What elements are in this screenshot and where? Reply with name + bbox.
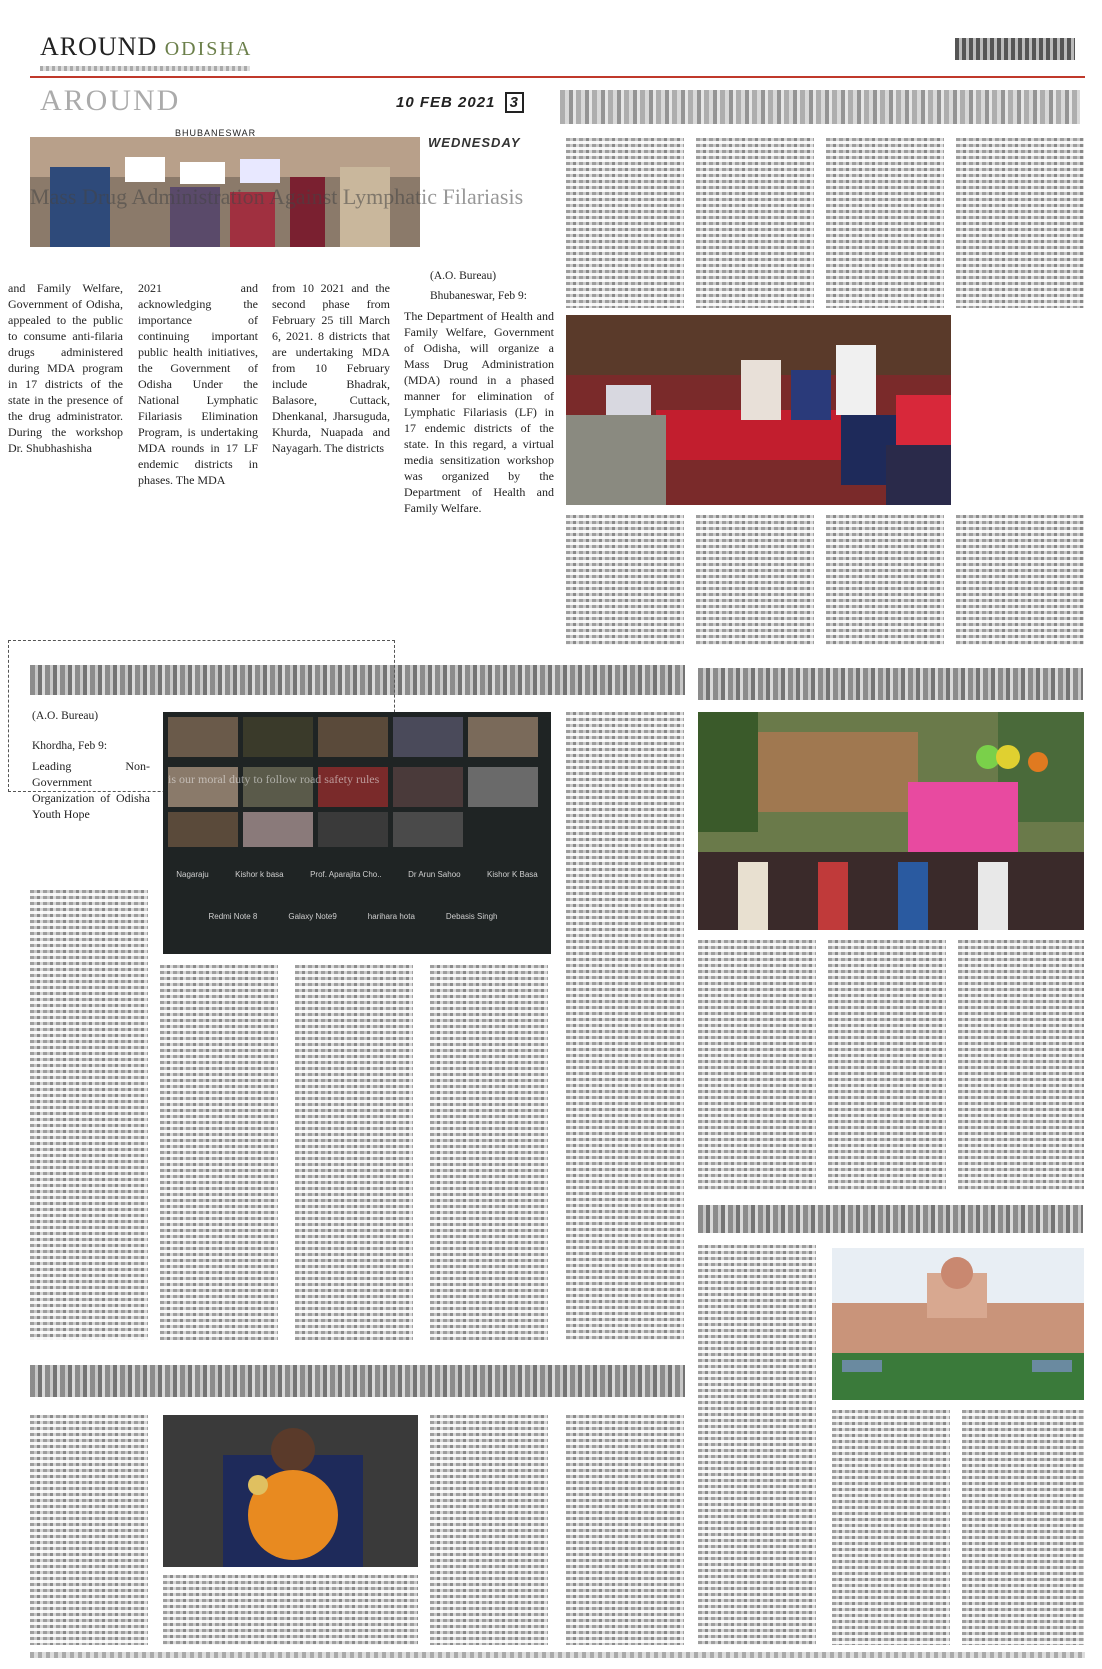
right-mid-column-2 — [696, 515, 814, 645]
participant-name: Kishor k basa — [235, 870, 284, 879]
athlete-column-2 — [163, 1575, 418, 1645]
festival-column-2 — [828, 940, 946, 1190]
second-story-column-4 — [430, 965, 548, 1340]
footer-rule — [30, 1652, 1085, 1658]
right-mid-column-3 — [826, 515, 944, 645]
participants-row-1 — [163, 870, 551, 879]
court-story-column-3 — [962, 1410, 1084, 1645]
lead-column-1: and Family Welfare, Government of Odisha, appealed to the public to consume anti-filaria drugs administered during MDA program in 17 districts of the state in the presence of the drug administrator. During the workshop Dr. Shubhashisha — [8, 281, 123, 455]
right-mid-column-4 — [956, 515, 1084, 645]
court-story-headline — [698, 1205, 1083, 1233]
top-right-tag — [955, 38, 1075, 60]
top-rule — [30, 76, 1085, 78]
second-story-column-1 — [30, 890, 148, 1340]
masthead-title-sub: ODISHA — [164, 38, 253, 60]
second-story-column-3 — [295, 965, 413, 1340]
supreme-court-photo — [832, 1248, 1084, 1400]
masthead-title — [40, 32, 252, 62]
participant-name: Nagaraju — [176, 870, 209, 879]
video-tiles — [163, 712, 551, 862]
ghost-title: AROUND — [40, 84, 181, 117]
participant-name: Debasis Singh — [445, 912, 498, 921]
athlete-column-4 — [566, 1415, 684, 1645]
issue-date-text: 10 FEB 2021 — [396, 94, 496, 111]
participants-row-2 — [193, 912, 513, 921]
right-top-column-4 — [956, 138, 1084, 308]
athlete-column-1 — [30, 1415, 148, 1645]
second-story-text: Leading Non-Government Organization of Odisha Youth Hope — [32, 759, 150, 821]
athlete-photo — [163, 1415, 418, 1567]
issue-day: WEDNESDAY — [428, 135, 521, 150]
masthead-title-main: AROUND — [40, 32, 158, 61]
meeting-photo — [566, 315, 951, 505]
lead-column-3: from 10 2021 and the second phase from February 25 till March 6, 2021. 8 districts that are undertaking MDA from 10 February include Bhadrak, Balasore, Cuttack, Dhenkanal, Jharsuguda, Khurda, Nuapada and Nayagarh. The districts — [272, 281, 390, 455]
video-overlay-text: is our moral duty to follow road safety rules — [168, 772, 380, 786]
participant-name: Galaxy Note9 — [288, 912, 337, 921]
side-story-dateline: Bhubaneswar, Feb 9: — [430, 290, 527, 302]
participant-name: Kishor K Basa — [487, 870, 538, 879]
supreme-court-photo-image — [832, 1248, 1084, 1400]
right-top-column-1 — [566, 138, 684, 308]
masthead-underline — [40, 66, 250, 71]
page-number: 3 — [505, 92, 524, 113]
banner-headline-blurred — [560, 90, 1080, 124]
photo-place-label: BHUBANESWAR — [175, 128, 257, 138]
athlete-photo-image — [163, 1415, 418, 1567]
video-call-screenshot — [163, 712, 551, 954]
athlete-story-headline — [30, 1365, 685, 1397]
lead-column-2: 2021 and acknowledging the importance of continuing important public health initiatives, the Government of Odisha Under the National Lymphatic Filariasis Elimination Program, is undertaking MDA rounds in 17 LF endemic districts in phases. The MDA — [138, 281, 258, 487]
issue-date — [396, 92, 524, 113]
side-story-text: The Department of Health and Family Welfare, Government of Odisha, will organize a Mass Drug Administration (MDA) round in a phased manner for elimination of Lymphatic Filariasis (LF) in 17 endemic districts of the state. In this regard, a virtual media sensitization workshop was organized by the Department of Health and Family Welfare. — [404, 309, 554, 515]
second-story-column-2 — [160, 965, 278, 1340]
right-top-column-3 — [826, 138, 944, 308]
court-story-column-2 — [832, 1410, 950, 1645]
participant-name: Dr Arun Sahoo — [408, 870, 461, 879]
athlete-column-3 — [430, 1415, 548, 1645]
court-story-column-1 — [698, 1245, 816, 1645]
participant-name: Prof. Aparajita Cho.. — [310, 870, 382, 879]
festival-photo — [698, 712, 1084, 930]
second-story-column-5 — [566, 712, 684, 1340]
meeting-photo-image — [566, 315, 951, 505]
festival-photo-image — [698, 712, 1084, 930]
side-story-byline: (A.O. Bureau) — [430, 270, 497, 282]
second-story-byline: (A.O. Bureau) — [32, 710, 99, 722]
festival-column-3 — [958, 940, 1084, 1190]
lead-headline: Mass Drug Administration Against Lymphatic Filariasis — [30, 184, 524, 209]
right-mid-column-1 — [566, 515, 684, 645]
right-second-headline — [698, 668, 1083, 700]
second-story-dateline: Khordha, Feb 9: — [32, 740, 108, 752]
participant-name: Redmi Note 8 — [208, 912, 258, 921]
right-top-column-2 — [696, 138, 814, 308]
participant-name: harihara hota — [367, 912, 415, 921]
festival-column-1 — [698, 940, 816, 1190]
